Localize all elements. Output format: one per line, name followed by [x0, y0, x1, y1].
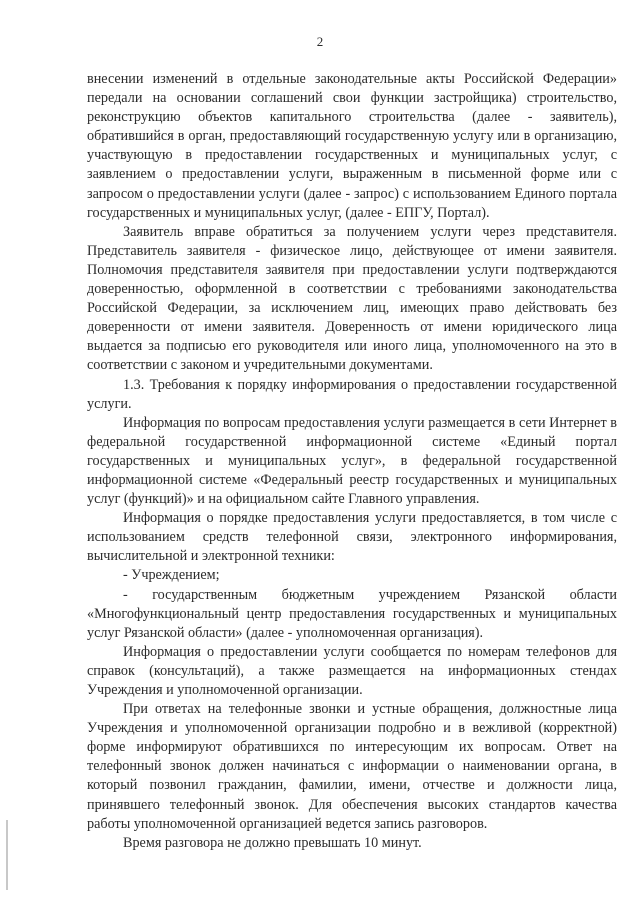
paragraph-representative: Заявитель вправе обратиться за получением услуги через представителя. Представитель заявителя - физическое лицо, действующее от имени заявителя. Полномочия представителя заявителя при предоставлении услуги подтверждаются доверенностью, оформленной в соответствии с требованиями законодательства Российской Федерации, за исключением лиц, имеющих право действовать без доверенности от имени заявителя. Доверенность от имени юридического лица выдается за подписью его руководителя или иного лица, уполномоченного на это в соответствии с законом и учредительными документами.	[87, 223, 617, 374]
paragraph-applicant-definition: внесении изменений в отдельные законодательные акты Российской Федерации» передали на основании соглашений свои функции застройщика) строительство, реконструкцию объектов капитального строительства (далее - заявитель), обратившийся в орган, предоставляющий государственную услугу или в организацию, участвующую в предоставлении государственных и муниципальных услуг, с заявлением о предоставлении услуги, выраженным в письменной форме или с запросом о предоставлении услуги (далее - запрос) с использованием Единого портала государственных и муниципальных услуг, (далее - ЕПГУ, Портал).	[87, 71, 617, 221]
list-item-institution: - Учреждением;	[123, 567, 220, 584]
document-body	[87, 70, 617, 853]
paragraph-info-channels: Информация о порядке предоставления услуги предоставляется, в том числе с использованием средств телефонной связи, электронного информирования, вычислительной и электронной техники:	[87, 510, 617, 565]
list-item-mfc: - государственным бюджетным учреждением Рязанской области «Многофункциональный центр предоставления государственных и муниципальных услуг Рязанской области» (далее - уполномоченная организация).	[87, 586, 617, 641]
scan-edge-mark	[6, 820, 8, 890]
section-heading-1-3: 1.3. Требования к порядку информирования о предоставлении государственной услуги.	[87, 376, 617, 412]
paragraph-call-duration: Время разговора не должно превышать 10 минут.	[123, 834, 422, 851]
page-number: 2	[316, 34, 324, 49]
paragraph-phone-info: Информация о предоставлении услуги сообщается по номерам телефонов для справок (консультаций), а также размещается на информационных стендах Учреждения и уполномоченной организации.	[87, 643, 617, 698]
paragraph-internet-info: Информация по вопросам предоставления услуги размещается в сети Интернет в федеральной государственной информационной системе «Единый портал государственных и муниципальных услуг», в федеральной государственной информационной системе «Федеральный реестр государственных и муниципальных услуг (функций)» и на официальном сайте Главного управления.	[87, 414, 617, 508]
paragraph-call-answers: При ответах на телефонные звонки и устные обращения, должностные лица Учреждения и уполномоченной организации подробно и в вежливой (корректной) форме информируют обратившихся по интересующим их вопросам. Ответ на телефонный звонок должен начинаться с информации о наименовании органа, в который позвонил гражданин, фамилии, имени, отчестве и должности лица, принявшего телефонный звонок. Для обеспечения высоких стандартов качества работы уполномоченной организацией ведется запись разговоров.	[87, 701, 617, 832]
